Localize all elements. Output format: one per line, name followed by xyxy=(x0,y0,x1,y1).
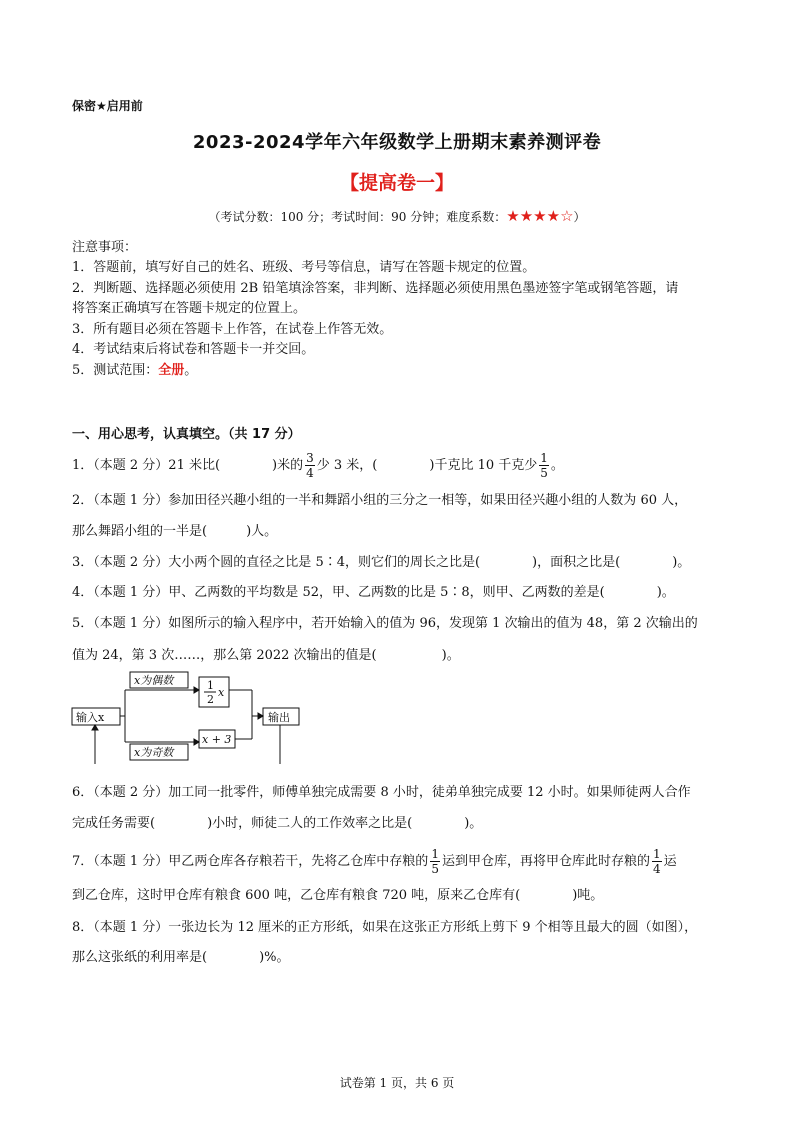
question-7b: 到乙仓库，这时甲仓库有粮食 600 吨，乙仓库有粮食 720 吨，原来乙仓库有( )吨。 xyxy=(72,888,604,903)
note-4: 4．考试结束后将试卷和答题卡一并交回。 xyxy=(72,342,315,357)
question-7a xyxy=(72,848,677,875)
fraction-denominator: 4 xyxy=(652,862,661,876)
page-footer: 试卷第 1 页，共 6 页 xyxy=(339,1076,455,1090)
q1-text-c: 。 xyxy=(550,458,564,473)
flowchart-half-num: 1 xyxy=(207,679,214,692)
q7-text-c: 运 xyxy=(663,854,677,869)
flowchart-even-label: x为偶数 xyxy=(134,674,174,687)
note-5-scope: 全册 xyxy=(158,363,185,378)
exam-subtitle: 【提高卷一】 xyxy=(339,172,454,194)
flowchart-odd-label: x为奇数 xyxy=(134,746,174,759)
fraction-numerator: 1 xyxy=(652,847,661,861)
question-2b: 那么舞蹈小组的一半是( )人。 xyxy=(72,524,278,539)
exam-info-close: ） xyxy=(573,210,586,224)
note-3: 3．所有题目必须在答题卡上作答，在试卷上作答无效。 xyxy=(72,322,393,337)
q7-text-a: 7．（本题 1 分）甲乙两仓库各存粮若干，先将乙仓库中存粮的 xyxy=(72,854,429,869)
question-8a: 8．（本题 1 分）一张边长为 12 厘米的正方形纸，如果在这张正方形纸上剪下 9 个相等且最大的圆（如图）， xyxy=(72,920,698,935)
page-title: 2023-2024学年六年级数学上册期末素养测评卷 xyxy=(192,132,602,153)
flowchart-diagram xyxy=(70,668,310,768)
fraction-numerator: 1 xyxy=(431,847,439,861)
flowchart-half-var: x xyxy=(218,686,225,699)
note-5-prefix: 5．测试范围： xyxy=(72,363,159,378)
q1-text-a: 1．（本题 2 分）21 米比( )米的 xyxy=(72,458,304,473)
section-1-title: 一、用心思考，认真填空。（共 17 分） xyxy=(72,427,301,442)
flowchart-half-den: 2 xyxy=(207,693,214,706)
fraction-3-4 xyxy=(305,452,315,479)
flowchart-input-label: 输入x xyxy=(76,711,105,724)
note-2b: 将答案正确填写在答题卡规定的位置上。 xyxy=(72,301,307,316)
question-2a: 2．（本题 1 分）参加田径兴趣小组的一半和舞蹈小组的三分之一相等，如果田径兴趣小组的人数为 60 人， xyxy=(72,493,688,508)
question-8b: 那么这张纸的利用率是( )%。 xyxy=(72,950,290,965)
question-5b: 值为 24，第 3 次……，那么第 2022 次输出的值是( )。 xyxy=(72,648,460,663)
question-5a: 5．（本题 1 分）如图所示的输入程序中，若开始输入的值为 96，发现第 1 次输出的值为 48，第 2 次输出的 xyxy=(72,616,698,631)
flowchart-plus3-label: x + 3 xyxy=(202,733,232,746)
difficulty-stars-filled: ★★★★ xyxy=(506,207,561,225)
note-1: 1．答题前，填写好自己的姓名、班级、考号等信息，请写在答题卡规定的位置。 xyxy=(72,260,536,275)
question-1 xyxy=(72,452,564,479)
fraction-denominator: 5 xyxy=(540,466,548,480)
note-2a: 2．判断题、选择题必须使用 2B 铅笔填涂答案，非判断、选择题必须使用黑色墨迹签字笔或钢笔答题，请 xyxy=(72,281,679,296)
fraction-denominator: 4 xyxy=(306,466,314,480)
fraction-1-4 xyxy=(652,848,662,875)
exam-info-text: （考试分数：100 分；考试时间：90 分钟；难度系数： xyxy=(208,210,507,224)
question-3: 3．（本题 2 分）大小两个圆的直径之比是 5∶4，则它们的周长之比是( )，面积之比是( )。 xyxy=(72,555,691,570)
q1-text-b: 少 3 米，( )千克比 10 千克少 xyxy=(316,458,538,473)
question-6b: 完成任务需要( )小时，师徒二人的工作效率之比是( )。 xyxy=(72,816,483,831)
fraction-numerator: 3 xyxy=(306,451,314,465)
flowchart-output-label: 输出 xyxy=(268,711,290,724)
note-5-suffix: 。 xyxy=(184,363,198,378)
note-5 xyxy=(72,359,197,378)
fraction-denominator: 5 xyxy=(431,862,439,876)
notes-heading: 注意事项： xyxy=(72,240,138,255)
question-6a: 6．（本题 2 分）加工同一批零件，师傅单独完成需要 8 小时，徒弟单独完成要 12 小时。如果师徒两人合作 xyxy=(72,785,691,800)
fraction-1-5 xyxy=(539,452,549,479)
confidential-label: 保密★启用前 xyxy=(72,99,143,113)
difficulty-star-empty: ☆ xyxy=(560,207,574,225)
exam-info xyxy=(0,207,794,225)
fraction-1-5 xyxy=(430,848,440,875)
q7-text-b: 运到甲仓库，再将甲仓库此时存粮的 xyxy=(441,854,650,869)
question-4: 4．（本题 1 分）甲、乙两数的平均数是 52，甲、乙两数的比是 5∶8，则甲、乙两数的差是( )。 xyxy=(72,585,675,600)
fraction-numerator: 1 xyxy=(540,451,548,465)
